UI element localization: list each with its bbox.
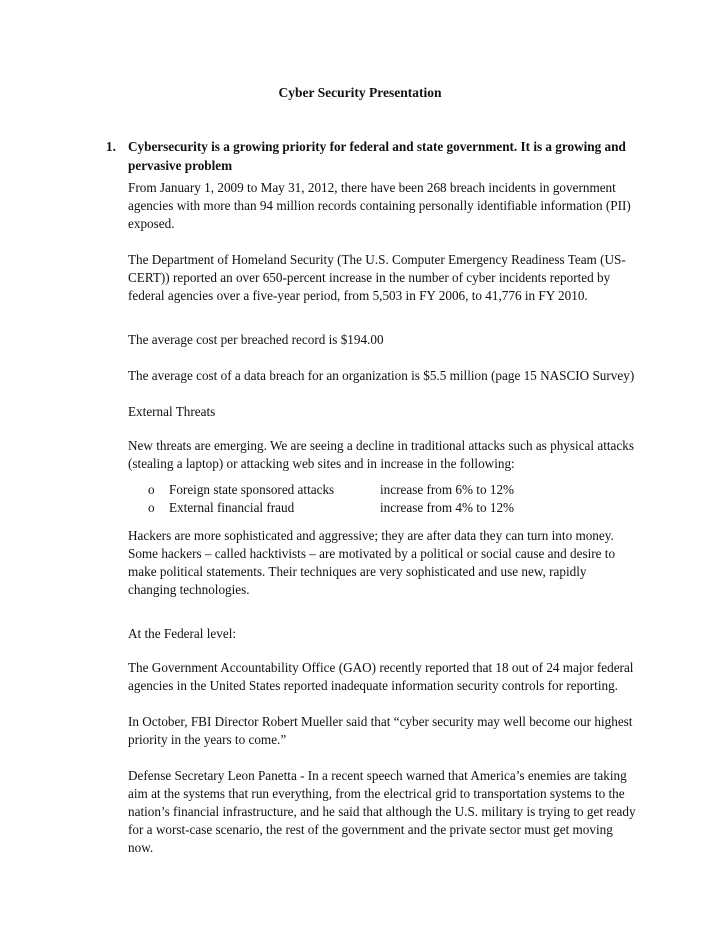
- paragraph-gao-report: The Government Accountability Office (GAO) recently reported that 18 out of 24 major federal agencies in the United States reported inadequate information security controls for reporting.: [128, 660, 634, 693]
- paragraph-external-threats: External Threats: [128, 404, 216, 419]
- paragraph-federal-level: At the Federal level:: [128, 626, 237, 641]
- threat-change: increase from 6% to 12%: [380, 482, 515, 497]
- paragraph-breach-incidents: From January 1, 2009 to May 31, 2012, there have been 268 breach incidents in government agencies with more than 94 million records containing personally identifiable information (PII) exposed.: [128, 180, 631, 231]
- threat-list: [128, 481, 638, 517]
- bullet-marker: o: [148, 482, 155, 497]
- list-item: [128, 499, 638, 517]
- paragraph-cost-per-record: The average cost per breached record is $194.00: [128, 332, 384, 347]
- section-heading: [106, 137, 646, 175]
- bullet-marker: o: [148, 500, 155, 515]
- threat-label: External financial fraud: [169, 500, 295, 515]
- document-title: Cyber Security Presentation: [278, 85, 442, 100]
- paragraph-hackers: Hackers are more sophisticated and aggressive; they are after data they can turn into money. Some hackers – called hacktivists – are motivated by a political or social cause and desire to make political statements. Their techniques are very sophisticated and use new, rapidly changing technologies.: [128, 528, 616, 597]
- threat-change: increase from 4% to 12%: [380, 500, 515, 515]
- paragraph-cost-per-breach: The average cost of a data breach for an organization is $5.5 million (page 15 NASCIO Survey): [128, 368, 635, 383]
- section-body: [128, 179, 638, 857]
- paragraph-new-threats: New threats are emerging. We are seeing a decline in traditional attacks such as physical attacks (stealing a laptop) or attacking web sites and in increase in the following:: [128, 438, 634, 471]
- section-number: 1.: [106, 139, 116, 154]
- section-heading-text: Cybersecurity is a growing priority for federal and state government. It is a growing and pervasive problem: [128, 139, 626, 173]
- paragraph-dhs-report: The Department of Homeland Security (The U.S. Computer Emergency Readiness Team (US-CERT)) reported an over 650-percent increase in the number of cyber incidents reported by federal agencies over a five-year period, from 5,503 in FY 2006, to 41,776 in FY 2010.: [128, 252, 626, 303]
- threat-label: Foreign state sponsored attacks: [169, 482, 335, 497]
- list-item: [128, 481, 638, 499]
- paragraph-fbi-quote: In October, FBI Director Robert Mueller said that “cyber security may well become our highest priority in the years to come.”: [128, 714, 633, 747]
- paragraph-panetta: Defense Secretary Leon Panetta - In a recent speech warned that America’s enemies are taking aim at the systems that run everything, from the electrical grid to transportation systems to the nation’s financial infrastructure, and he said that although the U.S. military is trying to get ready for a worst-case scenario, the rest of the government and the private sector must get moving now.: [128, 768, 636, 855]
